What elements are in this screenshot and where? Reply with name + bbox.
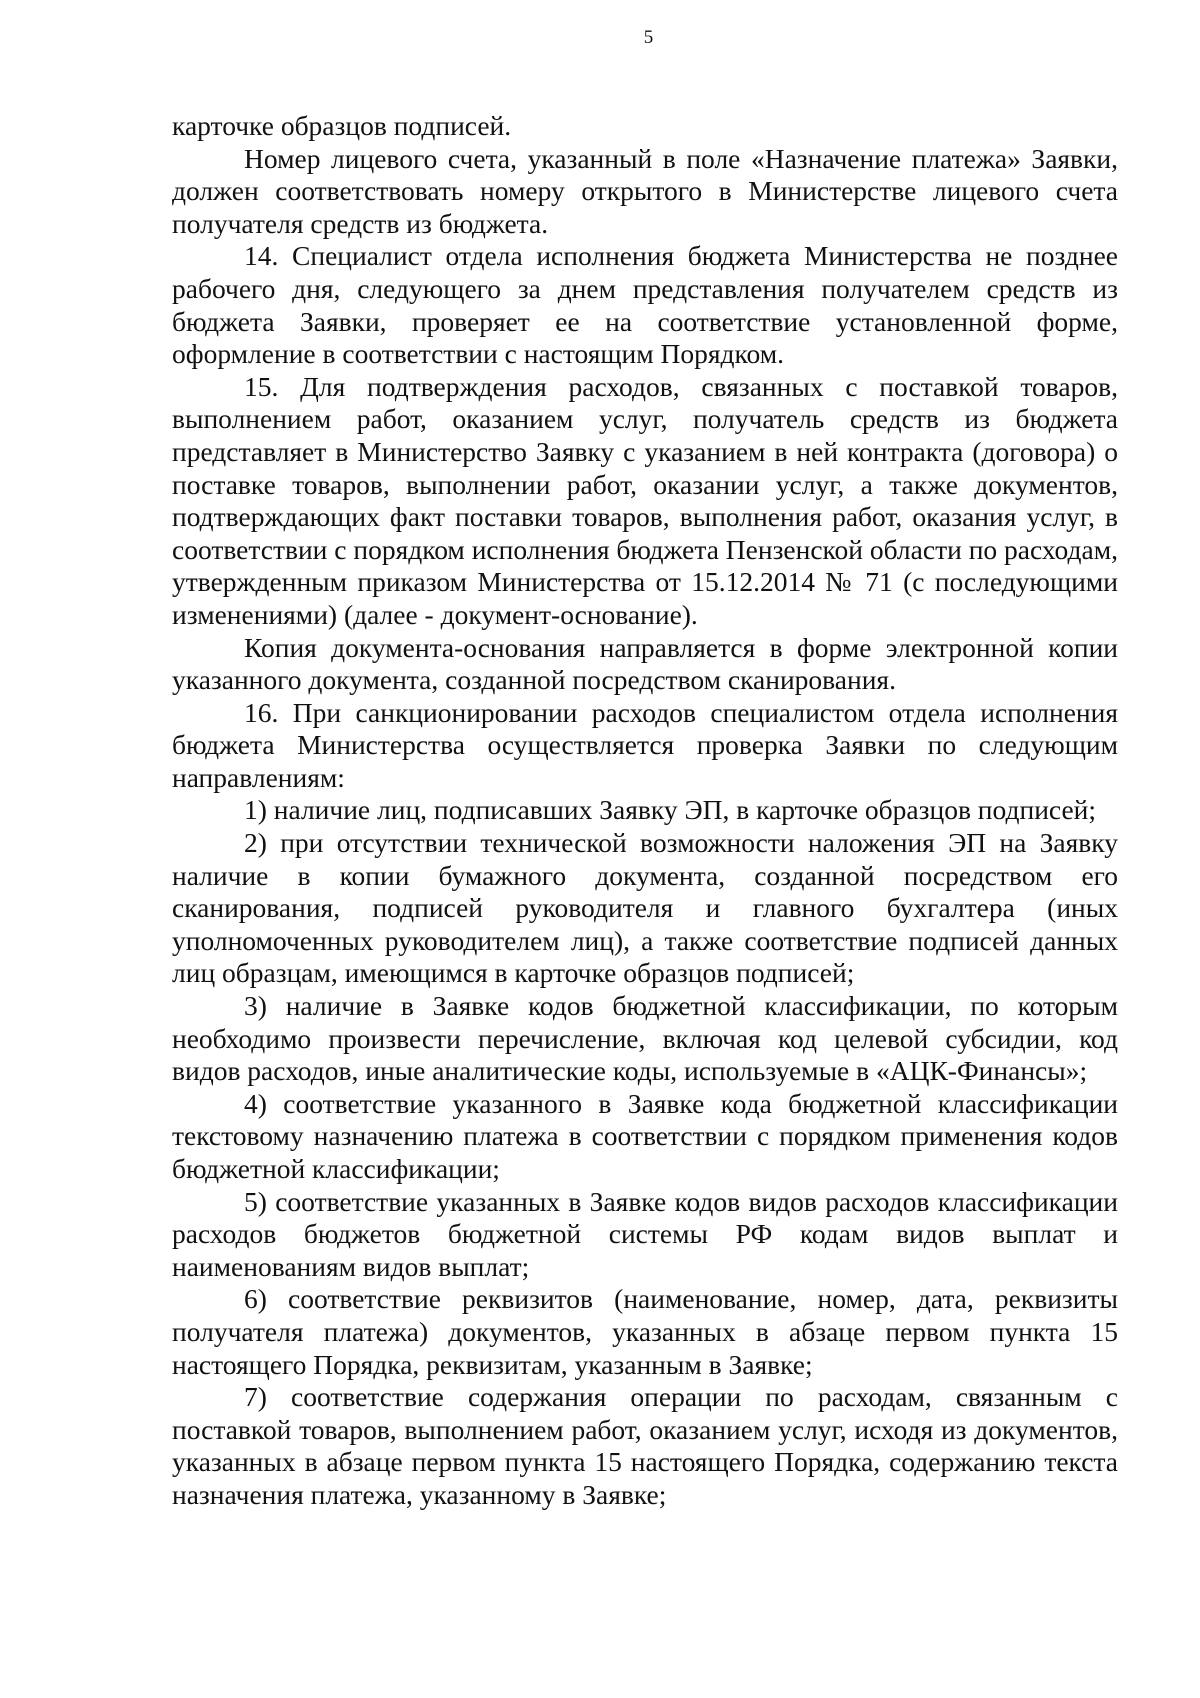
list-item: 1) наличие лиц, подписавших Заявку ЭП, в карточке образцов подписей;	[244, 794, 1097, 826]
list-item: 3) наличие в Заявке кодов бюджетной классификации, по которым необходимо произвести перечисление, включая код целевой субсидии, код видов расходов, иные аналитические коды, используемые в «АЦК-Финансы»;	[172, 990, 1118, 1087]
paragraph: 14. Специалист отдела исполнения бюджета Министерства не позднее рабочего дня, следующего за днем представления получателем средств из бюджета Заявки, проверяет ее на соответствие установленной форме, оформление в соответствии с настоящим Порядком.	[172, 240, 1118, 370]
document-body	[172, 110, 1118, 1512]
list-item: 2) при отсутствии технической возможности наложения ЭП на Заявку наличие в копии бумажного документа, созданной посредством его сканирования, подписей руководителя и главного бухгалтера (иных уполномоченных руководителем лиц), а также соответствие подписей данных лиц образцам, имеющимся в карточке образцов подписей;	[172, 827, 1118, 989]
paragraph: Номер лицевого счета, указанный в поле «Назначение платежа» Заявки, должен соответствовать номеру открытого в Министерстве лицевого счета получателя средств из бюджета.	[172, 142, 1118, 239]
paragraph: карточке образцов подписей.	[172, 110, 512, 141]
paragraph: 15. Для подтверждения расходов, связанных с поставкой товаров, выполнением работ, оказанием услуг, получатель средств из бюджета представляет в Министерство Заявку с указанием в ней контракта (договора) о поставке товаров, выполнении работ, оказании услуг, а также документов, подтверждающих факт поставки товаров, выполнения работ, оказания услуг, в соответствии с порядком исполнения бюджета Пензенской области по расходам, утвержденным приказом Министерства от 15.12.2014 № 71 (с последующими изменениями) (далее - документ-основание).	[172, 370, 1118, 630]
page-number: 5	[643, 27, 654, 48]
paragraph: Копия документа-основания направляется в форме электронной копии указанного документа, созданной посредством сканирования.	[172, 631, 1118, 696]
list-item: 6) соответствие реквизитов (наименование, номер, дата, реквизиты получателя платежа) документов, указанных в абзаце первом пункта 15 настоящего Порядка, реквизитам, указанным в Заявке;	[172, 1283, 1118, 1380]
list-item: 7) соответствие содержания операции по расходам, связанным с поставкой товаров, выполнением работ, оказанием услуг, исходя из документов, указанных в абзаце первом пункта 15 настоящего Порядка, содержанию текста назначения платежа, указанному в Заявке;	[172, 1381, 1118, 1510]
list-item: 4) соответствие указанного в Заявке кода бюджетной классификации текстовому назначению платежа в соответствии с порядком применения кодов бюджетной классификации;	[172, 1087, 1118, 1184]
list-item: 5) соответствие указанных в Заявке кодов видов расходов классификации расходов бюджетов бюджетной системы РФ кодам видов выплат и наименованиям видов выплат;	[172, 1185, 1118, 1282]
paragraph: 16. При санкционировании расходов специалистом отдела исполнения бюджета Министерства осуществляется проверка Заявки по следующим направлениям:	[172, 696, 1118, 793]
